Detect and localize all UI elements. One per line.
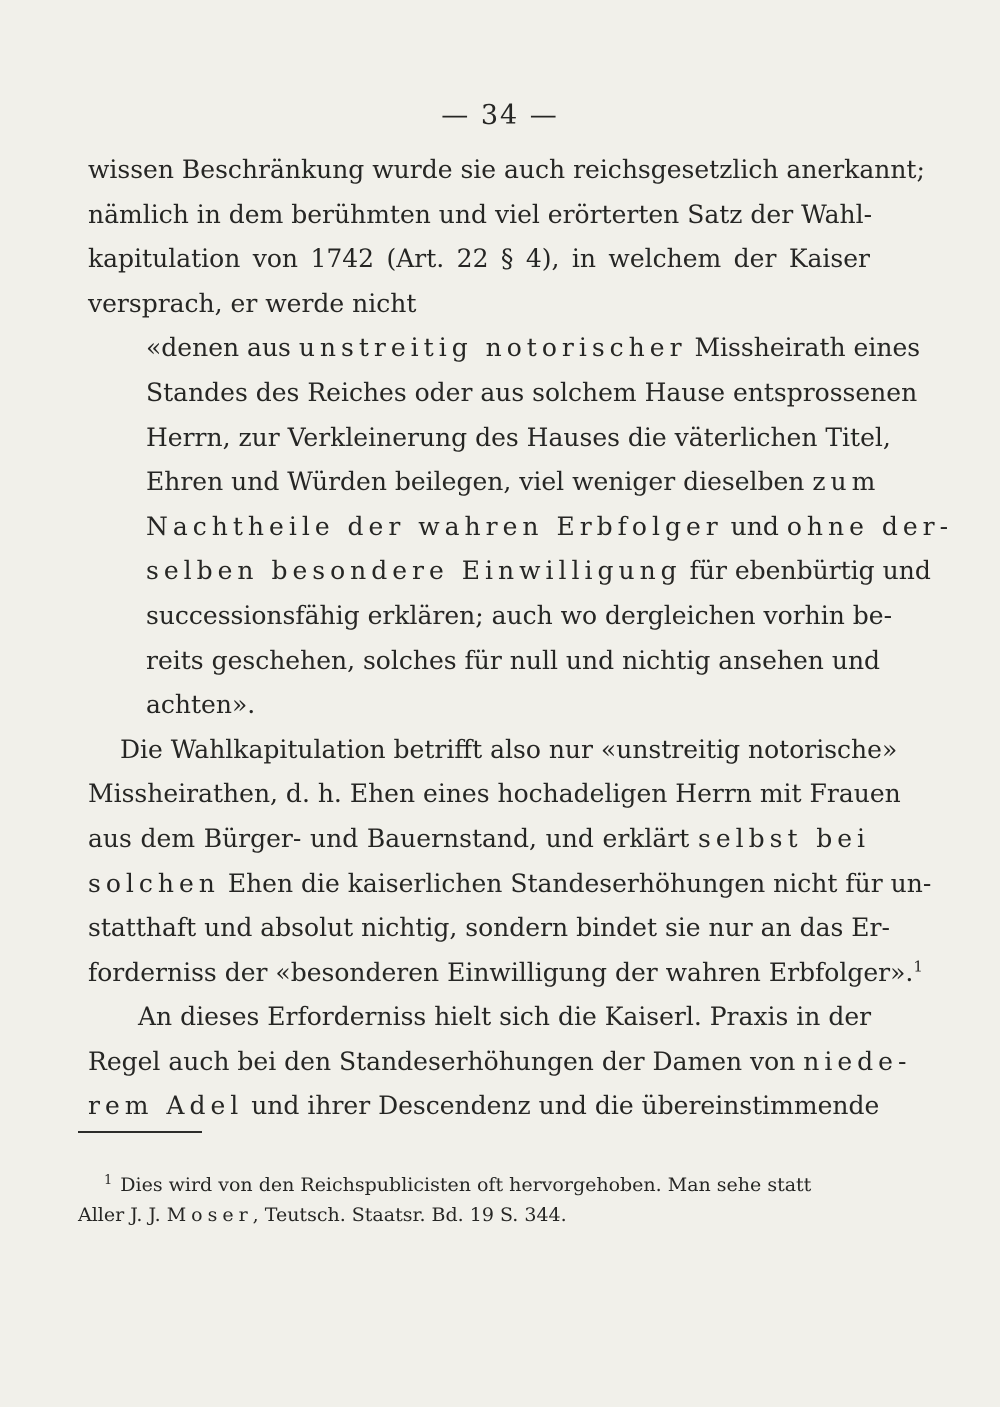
quote-text: Missheirath eines	[686, 333, 921, 363]
text-span: forderniss der «besonderen Einwilligung der wahren Erbfolger».	[88, 957, 914, 987]
quote-line: achten».	[146, 690, 256, 720]
quote-line	[88, 460, 881, 505]
footnote-line	[78, 1200, 853, 1230]
footnote-reference: 1	[913, 957, 923, 976]
emphasis-text: selbst bei	[698, 823, 870, 853]
quote-line	[88, 549, 931, 594]
emphasis-text: solchen	[88, 868, 220, 898]
text-line: An dieses Erforderniss hielt sich die Kaiserl. Praxis in der	[138, 1002, 872, 1032]
quote-line: Herrn, zur Verkleinerung des Hauses die väterlichen Titel,	[146, 422, 891, 452]
emphasis-text: selben besondere Einwilligung	[146, 556, 682, 586]
quote-text: Ehren und Würden beilegen, viel weniger dieselben	[146, 467, 813, 497]
text-line: versprach, er werde nicht	[88, 288, 417, 318]
emphasis-text: Nachtheile der wahren Erbfolger	[146, 511, 723, 541]
page-number: — 34 —	[441, 100, 559, 131]
quote-text: für ebenbürtig und	[681, 556, 931, 586]
quote-line	[88, 326, 921, 371]
text-span: Ehen die kaiserlichen Standeserhöhungen nicht für un-	[219, 868, 932, 898]
text-line: Die Wahlkapitulation betrifft also nur «unstreitig notorische»	[120, 734, 898, 764]
text-line: statthaft und absolut nichtig, sondern bindet sie nur an das Er-	[88, 913, 890, 943]
quote-text: und	[722, 511, 787, 541]
emphasis-text: ohne der-	[786, 511, 954, 541]
emphasis-text: unstreitig notorischer	[298, 333, 687, 363]
quote-line	[88, 505, 954, 550]
text-line: kapitulation von 1742 (Art. 22 § 4), in welchem der Kaiser	[88, 244, 870, 274]
footnote	[78, 1170, 853, 1230]
emphasis-text: rem Adel	[88, 1091, 244, 1121]
footnote-author: Moser	[166, 1204, 253, 1226]
text-line	[88, 1040, 912, 1085]
text-line	[88, 1084, 880, 1129]
footnote-mark: 1	[104, 1172, 113, 1188]
quote-line: Standes des Reiches oder aus solchem Hause entsprossenen	[146, 377, 918, 407]
text-span: aus dem Bürger- und Bauernstand, und erklärt	[88, 823, 699, 853]
text-line: wissen Beschränkung wurde sie auch reichsgesetzlich anerkannt;	[88, 155, 925, 184]
text-line: Missheirathen, d. h. Ehen eines hochadeligen Herrn mit Frauen	[88, 779, 901, 809]
emphasis-text: niede-	[803, 1046, 912, 1076]
body-text	[88, 148, 954, 1129]
text-span: Regel auch bei den Standeserhöhungen der Damen von	[88, 1046, 804, 1076]
text-line	[88, 817, 870, 862]
text-line	[88, 862, 932, 907]
text-line: nämlich in dem berühmten und viel erörterten Satz der Wahl-	[88, 199, 873, 229]
quote-text: «denen aus	[146, 333, 299, 363]
quote-line: reits geschehen, solches für null und nichtig ansehen und	[146, 645, 881, 675]
footnote-line	[78, 1170, 853, 1200]
footnote-divider	[78, 1131, 202, 1133]
emphasis-text: zum	[812, 467, 881, 497]
text-span: und ihrer Descendenz und die übereinstimmende	[243, 1091, 880, 1121]
quote-line: successionsfähig erklären; auch wo dergleichen vorhin be-	[146, 600, 893, 630]
footnote-text: Aller J. J.	[78, 1204, 167, 1226]
text-line	[88, 951, 923, 996]
footnote-text: , Teutsch. Staatsr. Bd. 19 S. 344.	[252, 1204, 567, 1226]
footnote-text: Dies wird von den Reichspublicisten oft hervorgehoben. Man sehe statt	[120, 1174, 812, 1196]
